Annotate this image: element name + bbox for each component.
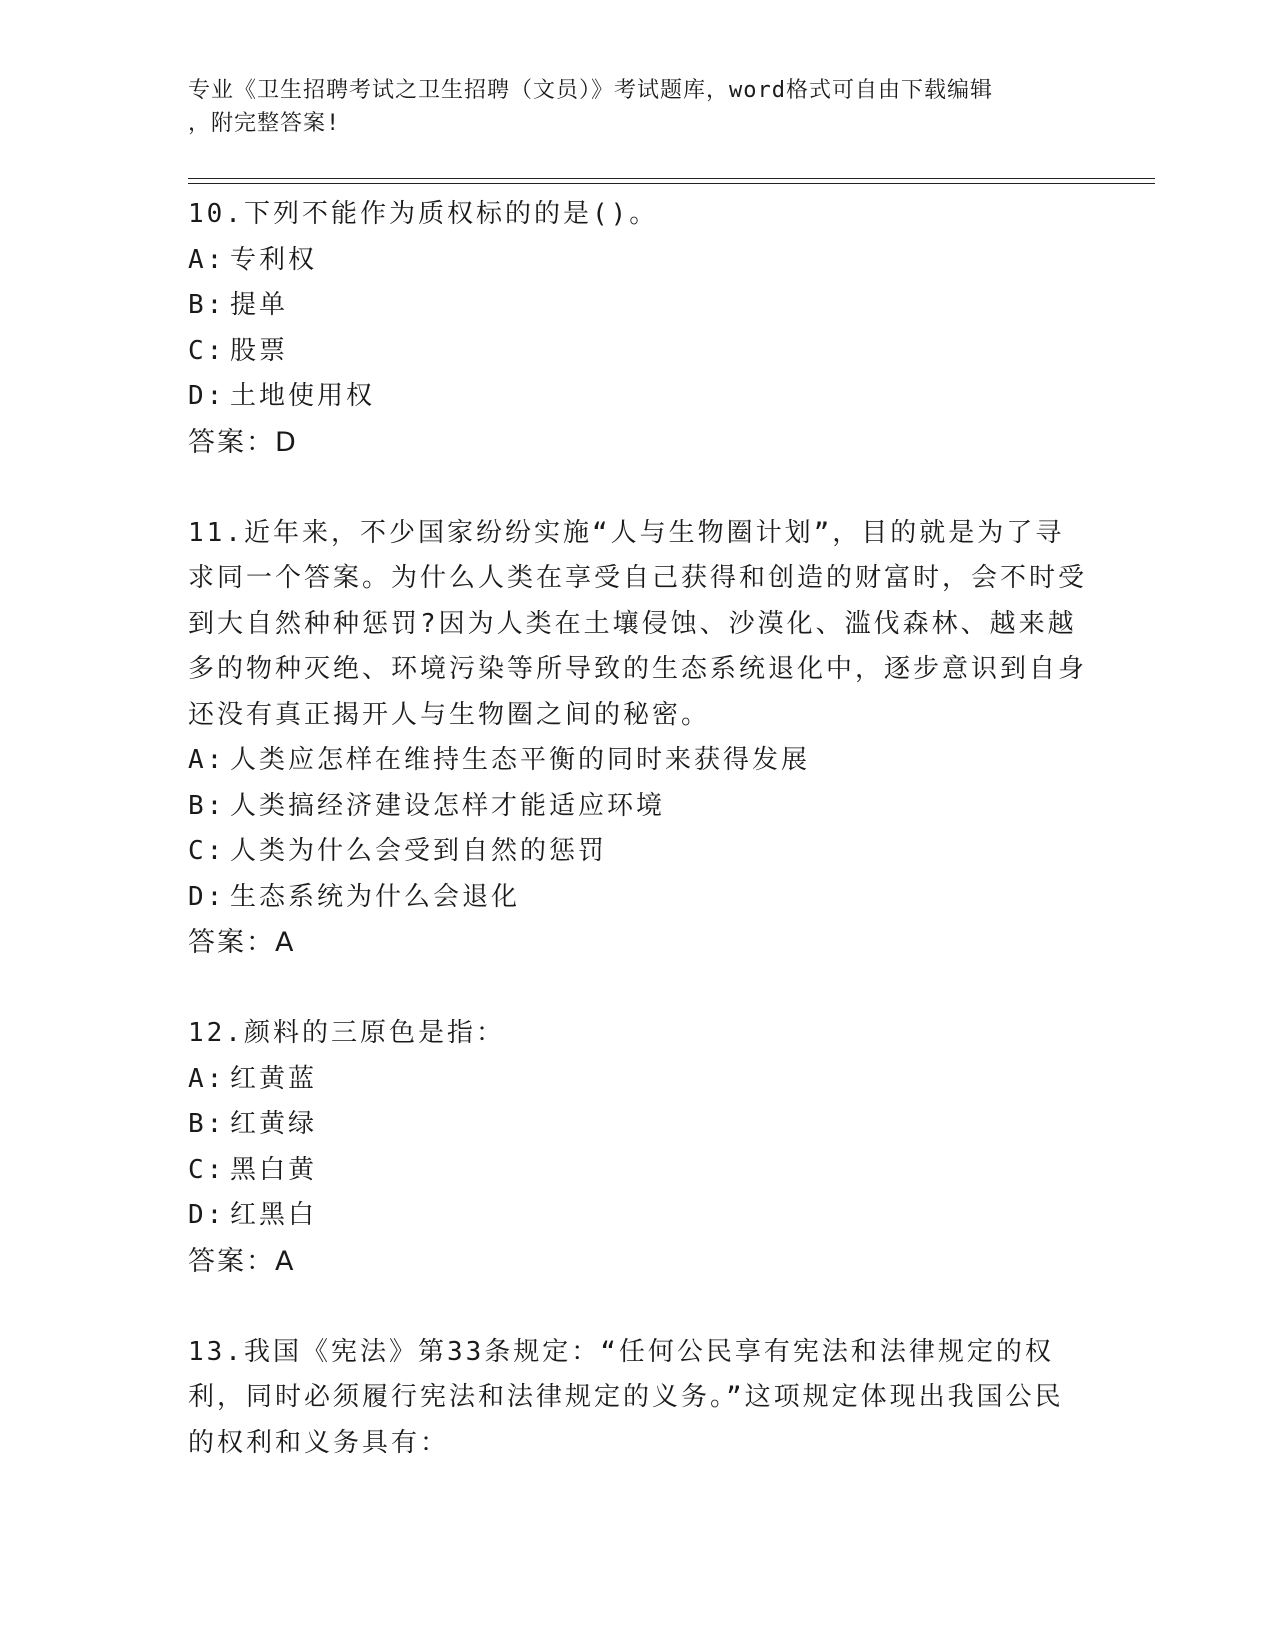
option-text: 红黄蓝: [230, 1063, 318, 1094]
option-letter: D:: [188, 1200, 226, 1230]
option-text: 人类搞经济建设怎样才能适应环境: [230, 790, 666, 821]
header-divider-top: [188, 178, 1155, 179]
question-stem: 11.近年来，不少国家纷纷实施“人与生物圈计划”，目的就是为了寻求同一个答案。为什么人类在享受自己获得和创造的财富时，会不时受到大自然种种惩罚?因为人类在土壤侵蚀、沙漠化、滥伐森林、越来越多的物种灭绝、环境污染等所导致的生态系统退化中，逐步意识到自身还没有真正揭开人与生物圈之间的秘密。: [188, 517, 1088, 730]
option-c: [188, 1148, 1088, 1194]
option-text: 红黄绿: [230, 1109, 318, 1139]
document-header: [188, 74, 1068, 140]
option-b: [188, 283, 1088, 329]
header-divider-bottom: [188, 183, 1155, 184]
option-text: 人类为什么会受到自然的惩罚: [230, 836, 608, 866]
option-letter: C:: [188, 1154, 226, 1185]
option-letter: D:: [188, 381, 226, 411]
question-stem: 10.下列不能作为质权标的的是()。: [188, 199, 659, 229]
option-text: 土地使用权: [230, 381, 376, 411]
option-c: [188, 829, 1088, 875]
option-text: 股票: [230, 335, 289, 366]
option-c: [188, 329, 1088, 375]
option-letter: B:: [188, 290, 226, 320]
option-letter: B:: [188, 1109, 226, 1139]
option-letter: C:: [188, 335, 226, 366]
answer: 答案：D: [188, 426, 298, 458]
answer: 答案：A: [188, 1245, 296, 1277]
option-text: 黑白黄: [230, 1154, 318, 1185]
question-stem: 13.我国《宪法》第33条规定：“任何公民享有宪法和法律规定的权利，同时必须履行宪法和法律规定的义务。”这项规定体现出我国公民的权利和义务具有：: [188, 1336, 1064, 1458]
option-text: 红黑白: [230, 1200, 318, 1230]
option-a: [188, 1057, 1088, 1103]
question-11: [188, 511, 1088, 967]
option-b: [188, 1102, 1088, 1148]
option-b: [188, 784, 1088, 830]
option-a: [188, 238, 1088, 284]
question-13: [188, 1330, 1088, 1467]
header-line-2: ，附完整答案!: [188, 111, 341, 136]
option-text: 生态系统为什么会退化: [230, 881, 521, 912]
question-12: [188, 1011, 1088, 1285]
option-d: [188, 374, 1088, 420]
answer: 答案：A: [188, 927, 296, 958]
option-text: 提单: [230, 290, 289, 320]
option-a: [188, 738, 1088, 784]
option-letter: A:: [188, 1063, 226, 1094]
option-d: [188, 875, 1088, 921]
option-text: 专利权: [230, 244, 318, 275]
question-stem: 12.颜料的三原色是指：: [188, 1018, 505, 1048]
option-letter: B:: [188, 790, 226, 821]
option-letter: A:: [188, 745, 226, 775]
header-line-1: 专业《卫生招聘考试之卫生招聘（文员）》考试题库，word格式可自由下载编辑: [188, 78, 993, 103]
option-d: [188, 1193, 1088, 1239]
option-letter: D:: [188, 881, 226, 912]
option-text: 人类应怎样在维持生态平衡的同时来获得发展: [230, 745, 811, 775]
question-10: [188, 192, 1088, 466]
question-list: [188, 192, 1088, 1466]
option-letter: C:: [188, 836, 226, 866]
option-letter: A:: [188, 244, 226, 275]
